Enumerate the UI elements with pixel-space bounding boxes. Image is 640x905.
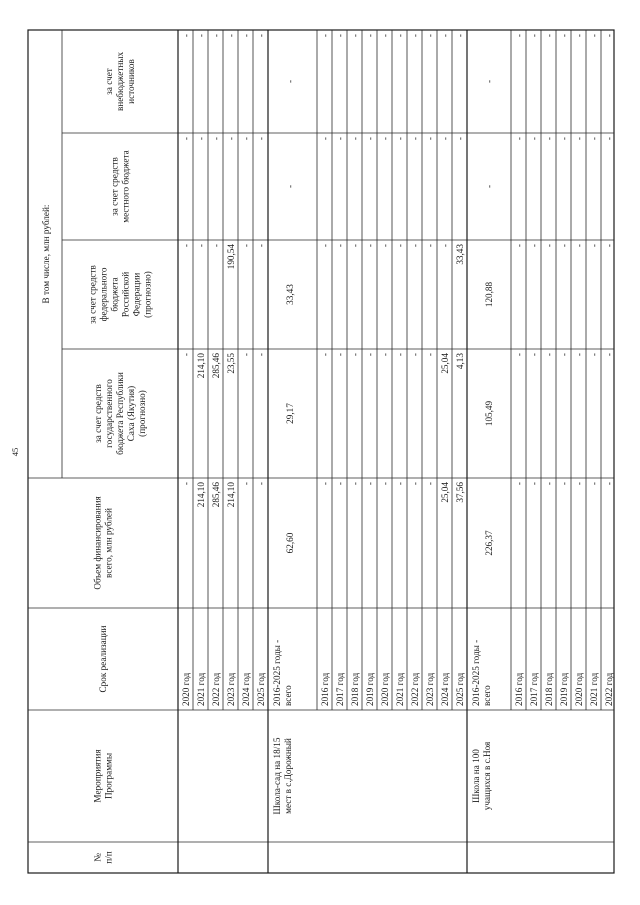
cell-fed: - bbox=[181, 244, 191, 248]
cell-term: 2019 год bbox=[559, 672, 569, 706]
header-extrabudgetary: за счетвнебюджетныхисточников bbox=[104, 51, 136, 112]
cell-extra: - bbox=[335, 34, 345, 38]
cell-term: 2020 год bbox=[574, 672, 584, 706]
cell-extra: - bbox=[395, 34, 405, 38]
cell-event: Школа на 100учащихся в с.Ноя bbox=[471, 741, 492, 811]
cell-rs: - bbox=[604, 353, 614, 357]
cell-local: - bbox=[181, 137, 191, 141]
cell-volume: - bbox=[559, 482, 569, 486]
cell-event: Школа-сад на 18/15мест в с.Дорожный bbox=[272, 737, 293, 815]
cell-extra: - bbox=[440, 34, 450, 38]
cell-rs: 29,17 bbox=[285, 403, 295, 424]
cell-term: 2018 год bbox=[350, 672, 360, 706]
cell-extra: - bbox=[226, 34, 236, 38]
header-event: МероприятияПрограммы bbox=[92, 749, 114, 803]
cell-local: - bbox=[425, 137, 435, 141]
cell-extra: - bbox=[559, 34, 569, 38]
cell-term: 2023 год bbox=[226, 672, 236, 706]
cell-volume: - bbox=[604, 482, 614, 486]
cell-fed: - bbox=[365, 244, 375, 248]
cell-extra: - bbox=[365, 34, 375, 38]
cell-rs: - bbox=[320, 353, 330, 357]
cell-fed: - bbox=[544, 244, 554, 248]
cell-rs: - bbox=[365, 353, 375, 357]
cell-local: - bbox=[226, 137, 236, 141]
header-term: Срок реализации bbox=[98, 625, 108, 693]
cell-term: 2020 год bbox=[380, 672, 390, 706]
cell-fed: - bbox=[211, 244, 221, 248]
cell-volume: - bbox=[410, 482, 420, 486]
cell-extra: - bbox=[484, 79, 494, 84]
cell-local: - bbox=[559, 137, 569, 141]
header-volume: Объем финансированиявсего, млн рублей bbox=[92, 496, 114, 590]
cell-extra: - bbox=[380, 34, 390, 38]
cell-extra: - bbox=[320, 34, 330, 38]
cell-volume: 214,10 bbox=[226, 482, 236, 508]
cell-term: 2016 год bbox=[514, 672, 524, 706]
cell-rs: - bbox=[559, 353, 569, 357]
cell-local: - bbox=[285, 184, 295, 189]
cell-term: 2018 год bbox=[544, 672, 554, 706]
cell-local: - bbox=[410, 137, 420, 141]
cell-volume: - bbox=[514, 482, 524, 486]
cell-extra: - bbox=[181, 34, 191, 38]
cell-fed: 33,43 bbox=[455, 244, 465, 265]
cell-volume: 25,04 bbox=[440, 482, 450, 503]
cell-local: - bbox=[320, 137, 330, 141]
cell-fed: - bbox=[440, 244, 450, 248]
cell-term: 2025 год bbox=[455, 672, 465, 706]
cell-volume: - bbox=[544, 482, 554, 486]
cell-volume: 214,10 bbox=[196, 482, 206, 508]
cell-volume: - bbox=[589, 482, 599, 486]
cell-rs: - bbox=[350, 353, 360, 357]
cell-rs: 214,10 bbox=[196, 353, 206, 379]
cell-term: 2023 год bbox=[425, 672, 435, 706]
cell-term: 2024 год bbox=[241, 672, 251, 706]
cell-extra: - bbox=[455, 34, 465, 38]
cell-rs: - bbox=[256, 353, 266, 357]
cell-volume: - bbox=[395, 482, 405, 486]
cell-local: - bbox=[604, 137, 614, 141]
cell-term: 2025 год bbox=[256, 672, 266, 706]
cell-volume: 37,56 bbox=[455, 482, 465, 503]
cell-extra: - bbox=[410, 34, 420, 38]
cell-extra: - bbox=[604, 34, 614, 38]
cell-rs: 25,04 bbox=[440, 353, 450, 374]
cell-rs: - bbox=[544, 353, 554, 357]
cell-local: - bbox=[544, 137, 554, 141]
cell-volume: - bbox=[425, 482, 435, 486]
cell-volume: 285,46 bbox=[211, 482, 221, 508]
cell-extra: - bbox=[529, 34, 539, 38]
header-republic-budget: за счет средствгосударственногобюджета РеспубликиСаха (Якутия)(прогнозно) bbox=[93, 372, 147, 455]
cell-extra: - bbox=[589, 34, 599, 38]
header-local-budget: за счет средствместного бюджета bbox=[109, 150, 131, 223]
cell-rs: 105,49 bbox=[484, 400, 494, 427]
cell-rs: - bbox=[589, 353, 599, 357]
cell-volume: - bbox=[181, 482, 191, 486]
cell-fed: - bbox=[196, 244, 206, 248]
cell-extra: - bbox=[425, 34, 435, 38]
cell-term: 2021 год bbox=[589, 672, 599, 706]
cell-volume: - bbox=[574, 482, 584, 486]
cell-extra: - bbox=[514, 34, 524, 38]
cell-fed: - bbox=[410, 244, 420, 248]
cell-extra: - bbox=[211, 34, 221, 38]
table-row bbox=[604, 34, 614, 706]
cell-fed: - bbox=[589, 244, 599, 248]
cell-volume: - bbox=[350, 482, 360, 486]
cell-rs: 285,46 bbox=[211, 353, 221, 379]
header-federal-budget: за счет средствфедеральногобюджетаРоссийскойФедерации(прогнозно) bbox=[87, 265, 153, 324]
cell-volume: - bbox=[320, 482, 330, 486]
cell-local: - bbox=[395, 137, 405, 141]
cell-local: - bbox=[574, 137, 584, 141]
cell-term: 2021 год bbox=[196, 672, 206, 706]
cell-volume: - bbox=[529, 482, 539, 486]
cell-local: - bbox=[514, 137, 524, 141]
cell-term: 2021 год bbox=[395, 672, 405, 706]
cell-term: 2022 год bbox=[410, 672, 420, 706]
cell-local: - bbox=[529, 137, 539, 141]
cell-extra: - bbox=[196, 34, 206, 38]
cell-fed: - bbox=[514, 244, 524, 248]
cell-term: 2016 год bbox=[320, 672, 330, 706]
cell-rs: - bbox=[395, 353, 405, 357]
cell-term: 2022 год bbox=[604, 672, 614, 706]
cell-fed: - bbox=[320, 244, 330, 248]
cell-fed: - bbox=[241, 244, 251, 248]
cell-rs: - bbox=[241, 353, 251, 357]
cell-term: 2022 год bbox=[211, 672, 221, 706]
cell-fed: - bbox=[380, 244, 390, 248]
cell-rs: - bbox=[380, 353, 390, 357]
cell-rs: - bbox=[574, 353, 584, 357]
cell-rs: - bbox=[529, 353, 539, 357]
cell-local: - bbox=[350, 137, 360, 141]
financing-table bbox=[28, 30, 614, 873]
cell-local: - bbox=[380, 137, 390, 141]
cell-fed: 120,88 bbox=[484, 281, 494, 308]
cell-volume: - bbox=[365, 482, 375, 486]
cell-rs: - bbox=[425, 353, 435, 357]
cell-rs: 4,13 bbox=[455, 353, 465, 370]
table-body bbox=[181, 30, 614, 873]
cell-term: 2024 год bbox=[440, 672, 450, 706]
cell-extra: - bbox=[285, 79, 295, 84]
page-number: 45 bbox=[10, 447, 20, 457]
cell-fed: 33,43 bbox=[285, 284, 295, 305]
cell-term: 2017 год bbox=[335, 672, 345, 706]
cell-extra: - bbox=[544, 34, 554, 38]
cell-fed: - bbox=[574, 244, 584, 248]
cell-term: 2020 год bbox=[181, 672, 191, 706]
cell-fed: - bbox=[425, 244, 435, 248]
cell-volume: - bbox=[380, 482, 390, 486]
cell-rs: - bbox=[335, 353, 345, 357]
cell-extra: - bbox=[256, 34, 266, 38]
cell-fed: - bbox=[604, 244, 614, 248]
cell-local: - bbox=[440, 137, 450, 141]
cell-volume: - bbox=[256, 482, 266, 486]
cell-fed: - bbox=[529, 244, 539, 248]
header-num: №п/п bbox=[92, 851, 114, 864]
cell-fed: 190,54 bbox=[226, 244, 236, 270]
cell-volume: 62,60 bbox=[285, 532, 295, 554]
cell-local: - bbox=[589, 137, 599, 141]
cell-fed: - bbox=[395, 244, 405, 248]
cell-fed: - bbox=[256, 244, 266, 248]
table-row bbox=[455, 30, 467, 873]
table-row bbox=[272, 30, 317, 814]
cell-term: 2016-2025 годы -всего bbox=[272, 639, 293, 706]
cell-extra: - bbox=[350, 34, 360, 38]
header-group: В том числе, млн рублей: bbox=[41, 204, 51, 304]
cell-local: - bbox=[365, 137, 375, 141]
cell-local: - bbox=[211, 137, 221, 141]
cell-fed: - bbox=[335, 244, 345, 248]
cell-rs: - bbox=[410, 353, 420, 357]
table-row bbox=[471, 30, 511, 810]
cell-rs: - bbox=[514, 353, 524, 357]
cell-fed: - bbox=[559, 244, 569, 248]
cell-volume: 226,37 bbox=[484, 530, 494, 556]
cell-local: - bbox=[256, 137, 266, 141]
cell-local: - bbox=[335, 137, 345, 141]
cell-term: 2016-2025 годы -всего bbox=[471, 639, 492, 706]
cell-local: - bbox=[455, 137, 465, 141]
cell-local: - bbox=[241, 137, 251, 141]
table-header bbox=[41, 52, 153, 864]
cell-local: - bbox=[196, 137, 206, 141]
cell-volume: - bbox=[335, 482, 345, 486]
cell-term: 2019 год bbox=[365, 672, 375, 706]
cell-term: 2017 год bbox=[529, 672, 539, 706]
cell-local: - bbox=[484, 184, 494, 189]
cell-extra: - bbox=[241, 34, 251, 38]
cell-volume: - bbox=[241, 482, 251, 486]
cell-rs: 23,55 bbox=[226, 353, 236, 374]
cell-fed: - bbox=[350, 244, 360, 248]
cell-extra: - bbox=[574, 34, 584, 38]
table-row bbox=[256, 30, 268, 873]
cell-rs: - bbox=[181, 353, 191, 357]
